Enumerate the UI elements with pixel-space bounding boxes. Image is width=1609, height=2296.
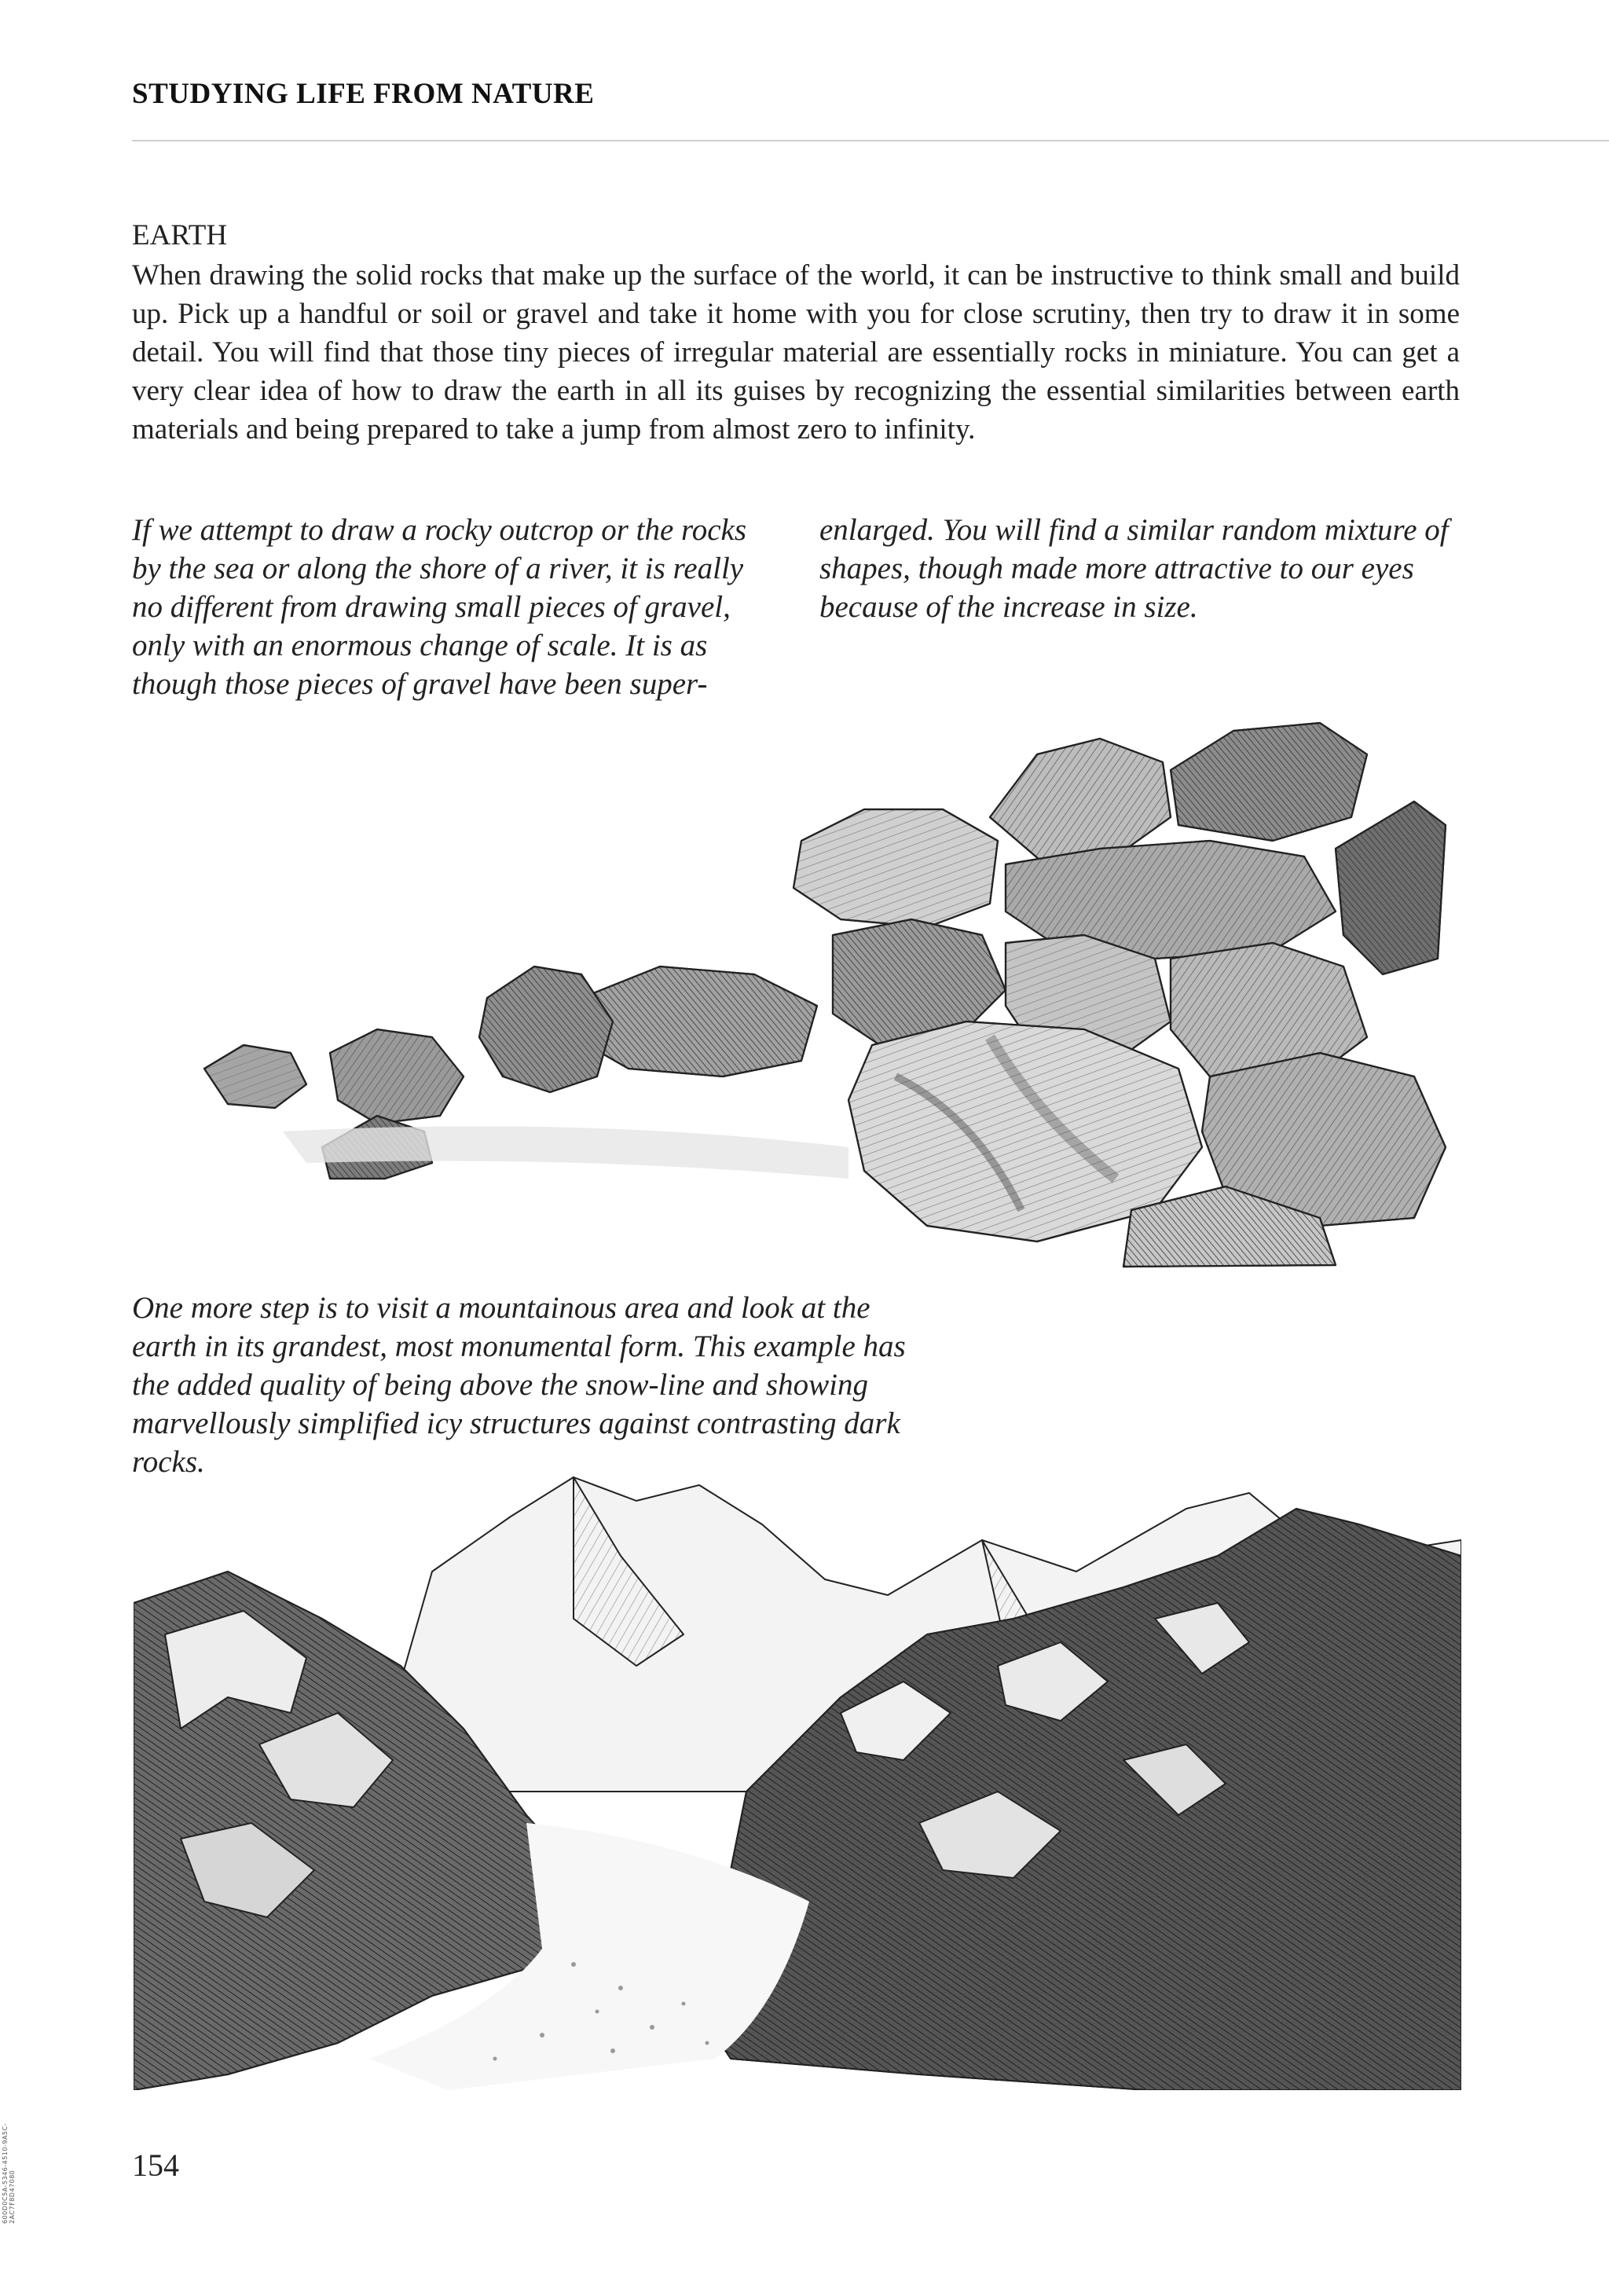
page-number: 154	[132, 2147, 179, 2183]
mountain-caption: One more step is to visit a mountainous area and look at the earth in its grandest, most monumental form. This example has the added quality of being above the snow-line and showing marvellously simplified icy structures against contrasting dark rocks.	[132, 1291, 906, 1479]
body-paragraph: When drawing the solid rocks that make up the surface of the world, it can be instructive to think small and build up. Pick up a handful or soil or gravel and take it home with you for close scrutiny, then try to draw it in some detail. You will find that those tiny pieces of irregular material are essentially rocks in miniature. You can get a very clear idea of how to draw the earth in all its guises by recognizing the essential similarities between earth materials and being prepared to take a jump from almost zero to infinity.	[132, 259, 1460, 446]
mountain-illustration	[134, 1462, 1461, 2090]
rocks-illustration	[189, 707, 1461, 1273]
rocks-caption: If we attempt to draw a rocky outcrop or the rocks by the sea or along the shore of a river, it is really no different from drawing small pieces of gravel, only with an enormous change of scale. It is as though those pieces of gravel have been super-enlarged. You will find a similar random mixture of shapes, though made more attractive to our eyes because of the increase in size.	[132, 513, 1449, 701]
section-title: EARTH	[132, 219, 228, 251]
header-rule	[132, 140, 1609, 141]
side-code: 600D0C5A-5346-4510-9A5C-2AC7F8D47080	[2, 2123, 16, 2224]
running-head: STUDYING LIFE FROM NATURE	[132, 78, 595, 110]
